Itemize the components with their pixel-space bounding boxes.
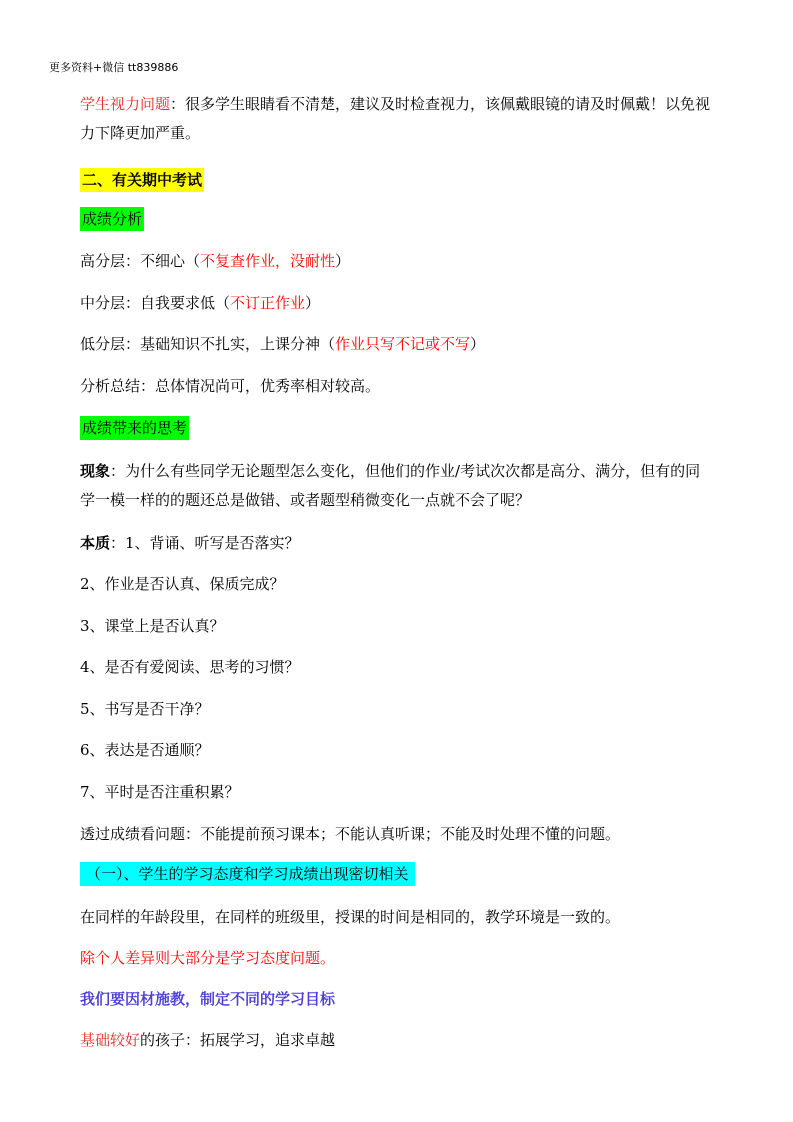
high-tier-line: [80, 251, 350, 271]
phenomenon-cont: 学一模一样的的题还总是做错、或者题型稍微变化一点就不会了呢？: [80, 491, 531, 509]
paragraph-eyesight-cont: 力下降更加严重。: [80, 124, 201, 142]
essence-item: 4、是否有爱阅读、思考的习惯？: [80, 658, 300, 676]
essence-line: [80, 533, 300, 553]
low-tier-note: 作业只写不记或不写: [335, 335, 471, 353]
page-header-watermark: 更多资料+微信 tt839886: [49, 61, 179, 74]
essence-item: 2、作业是否认真、保质完成？: [80, 575, 285, 593]
section2-heading: 二、有关期中考试: [80, 168, 204, 192]
high-tier-note: 不复查作业，没耐性: [200, 252, 336, 270]
thinking-label: 成绩带来的思考: [80, 416, 189, 440]
essence-item: 3、课堂上是否认真？: [80, 617, 225, 635]
mid-tier-label: 中分层：自我要求低（: [80, 294, 231, 312]
same-age-line: 在同样的年龄段里，在同样的班级里，授课的时间是相同的，教学环境是一致的。: [80, 908, 621, 926]
good-base-label: 基础较好: [80, 1031, 141, 1049]
phenomenon-line: [80, 461, 700, 481]
analysis-summary: 分析总结：总体情况尚可，优秀率相对较高。: [80, 377, 381, 395]
low-tier-label: 低分层：基础知识不扎实，上课分神（: [80, 335, 336, 353]
score-analysis-label: 成绩分析: [80, 207, 144, 231]
low-tier-line: [80, 334, 485, 354]
eyesight-text: ：很多学生眼睛看不清楚，建议及时检查视力，该佩戴眼镜的请及时佩戴！以免视: [170, 95, 711, 113]
see-problem-line: 透过成绩看问题：不能提前预习课本；不能认真听课；不能及时处理不懂的问题。: [80, 825, 621, 843]
high-tier-end: ）: [335, 252, 351, 270]
section-title: [80, 170, 204, 190]
good-base-line: [80, 1030, 335, 1050]
essence-label: 本质: [80, 534, 111, 552]
high-tier-label: 高分层：不细心（: [80, 252, 201, 270]
subsection-one: [80, 864, 415, 884]
essence-item: 7、平时是否注重积累？: [80, 783, 240, 801]
attitude-line: 除个人差异则大部分是学习态度问题。: [80, 949, 336, 967]
paragraph-eyesight: [80, 94, 710, 114]
subsection-one-label: （一）、学生的学习态度和学习成绩出现密切相关: [80, 862, 415, 886]
essence-item: 6、表达是否通顺？: [80, 741, 210, 759]
essence-item: 5、书写是否干净？: [80, 700, 210, 718]
phenomenon-text: ：为什么有些同学无论题型怎么变化，但他们的作业/考试次次都是高分、满分，但有的同: [110, 462, 701, 480]
eyesight-label: 学生视力问题: [80, 95, 171, 113]
score-analysis-heading: [80, 209, 144, 229]
mid-tier-note: 不订正作业: [230, 294, 306, 312]
essence-text: ：1、背诵、听写是否落实？: [110, 534, 300, 552]
teach-goal-line: 我们要因材施教，制定不同的学习目标: [80, 990, 336, 1008]
good-base-text: 的孩子：拓展学习，追求卓越: [140, 1031, 336, 1049]
low-tier-end: ）: [470, 335, 486, 353]
phenomenon-label: 现象: [80, 462, 111, 480]
mid-tier-line: [80, 293, 320, 313]
thinking-heading: [80, 418, 189, 438]
mid-tier-end: ）: [305, 294, 321, 312]
